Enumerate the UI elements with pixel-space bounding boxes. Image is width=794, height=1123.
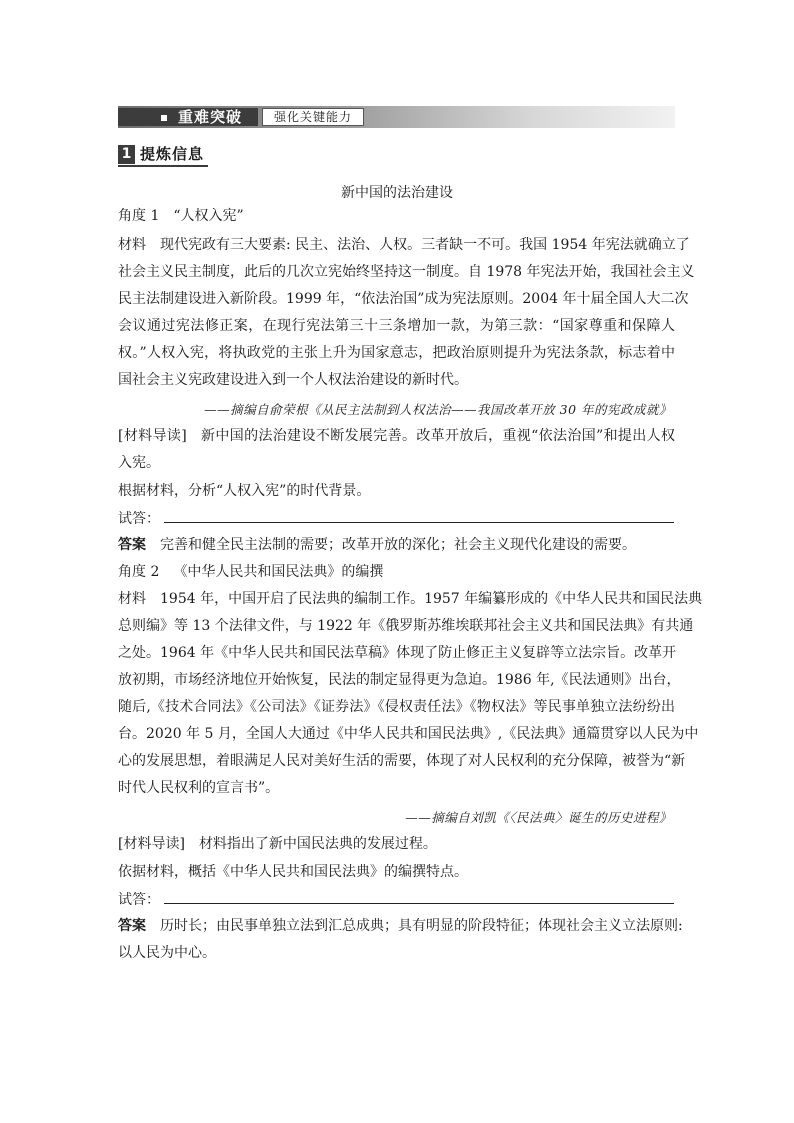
angle1-guide-line-1	[118, 426, 675, 446]
angle1-material-line-5: 权。”人权入宪，将执政党的主张上升为国家意志，把政治原则提升为宪法条款，标志着中	[118, 345, 675, 361]
angle2-source-citation: ——摘编自刘凯《〈民法典〉诞生的历史进程》	[405, 810, 672, 825]
material-label: 材料	[118, 591, 146, 607]
material-text: 现代宪政有三大要素: 民主、法治、人权。三者缺一不可。我国 1954 年宪法就确立了	[160, 237, 690, 253]
section-number-badge: 1	[118, 145, 135, 164]
material-label: 材料	[118, 237, 146, 253]
angle1-title: “人权入宪”	[173, 208, 244, 224]
answer-label: 答案	[118, 537, 146, 553]
angle2-material-line-6: 台。2020 年 5 月，全国人大通过《中华人民共和国民法典》,《民法典》通篇贯穿以人民为中	[118, 726, 699, 742]
angle2-label: 角度 2	[118, 564, 160, 580]
banner-tag: 强化关键能力	[262, 108, 364, 126]
section-underline	[118, 165, 208, 167]
answer-text: 历时长；由民事单独立法到汇总成典；具有明显的阶段特征；体现社会主义立法原则:	[160, 918, 683, 934]
answer-input-line[interactable]	[164, 508, 674, 523]
angle2-answer-line-1	[118, 916, 683, 936]
angle2-answer-line-2: 以人民为中心。	[118, 945, 216, 961]
guide-label: [材料导读]	[118, 428, 187, 444]
angle2-question: 依据材料，概括《中华人民共和国民法典》的编撰特点。	[118, 864, 468, 880]
angle1-answer	[118, 535, 636, 555]
angle2-guide	[118, 834, 437, 854]
answer-input-line[interactable]	[164, 889, 674, 904]
angle2-material-line-1	[118, 589, 703, 609]
angle1-heading	[118, 206, 244, 226]
angle1-source-citation: ——摘编自俞荣根《从民主法制到人权法治——我国改革开放 30 年的宪政成就》	[204, 402, 672, 417]
try-label: 试答：	[118, 892, 160, 908]
angle2-material-line-8: 时代人民权利的宣言书”。	[118, 780, 280, 796]
angle1-try-answer	[118, 508, 674, 529]
angle1-material-line-2: 社会主义民主制度，此后的几次立宪始终坚持这一制度。自 1978 年宪法开始，我国社会主义	[118, 264, 695, 280]
answer-label: 答案	[118, 918, 146, 934]
angle2-material-line-7: 心的发展思想，着眼满足人民对美好生活的需要，体现了对人民权利的充分保障，被誉为“新	[118, 753, 686, 769]
angle2-material-line-2: 总则编》等 13 个法律文件，与 1922 年《俄罗斯苏维埃联邦社会主义共和国民法典》有共通	[118, 618, 694, 634]
section-banner	[118, 106, 675, 128]
angle2-material-line-3: 之处。1964 年《中华人民共和国民法草稿》体现了防止修正主义复辟等立法宗旨。改革开	[118, 645, 677, 661]
angle1-material-line-6: 国社会主义宪政建设进入到一个人权法治建设的新时代。	[118, 372, 468, 388]
document-title: 新中国的法治建设	[341, 185, 453, 201]
angle1-guide-line-2: 入宪。	[118, 455, 160, 471]
guide-text: 材料指出了新中国民法典的发展过程。	[198, 836, 437, 852]
angle2-try-answer	[118, 889, 674, 910]
angle1-material-line-4: 会议通过宪法修正案，在现行宪法第三十三条增加一款，为第三款：“国家尊重和保障人	[118, 318, 675, 334]
angle1-question: 根据材料，分析“人权入宪”的时代背景。	[118, 483, 371, 499]
angle2-title: 《中华人民共和国民法典》的编撰	[173, 564, 384, 580]
banner-title: 重难突破	[178, 108, 243, 126]
guide-text: 新中国的法治建设不断发展完善。改革开放后，重视“依法治国”和提出人权	[200, 428, 675, 444]
section-title: 提炼信息	[140, 145, 205, 163]
angle2-heading	[118, 562, 383, 582]
angle2-material-line-5: 随后,《技术合同法》《公司法》《证券法》《侵权责任法》《物权法》等民事单独立法纷纷出	[118, 699, 675, 715]
angle1-material-line-1	[118, 235, 690, 255]
guide-label: [材料导读]	[118, 836, 185, 852]
square-bullet-icon	[161, 115, 167, 121]
angle1-material-line-3: 民主法制建设进入新阶段。1999 年，“依法治国”成为宪法原则。2004 年十届全国人大二次	[118, 291, 689, 307]
answer-text: 完善和健全民主法制的需要；改革开放的深化；社会主义现代化建设的需要。	[160, 537, 636, 553]
angle1-label: 角度 1	[118, 208, 160, 224]
material-text: 1954 年，中国开启了民法典的编制工作。1957 年编纂形成的《中华人民共和国民法典	[160, 591, 703, 607]
angle2-material-line-4: 放初期，市场经济地位开始恢复，民法的制定显得更为急迫。1986 年,《民法通则》出台，	[118, 672, 681, 688]
try-label: 试答：	[118, 511, 160, 527]
